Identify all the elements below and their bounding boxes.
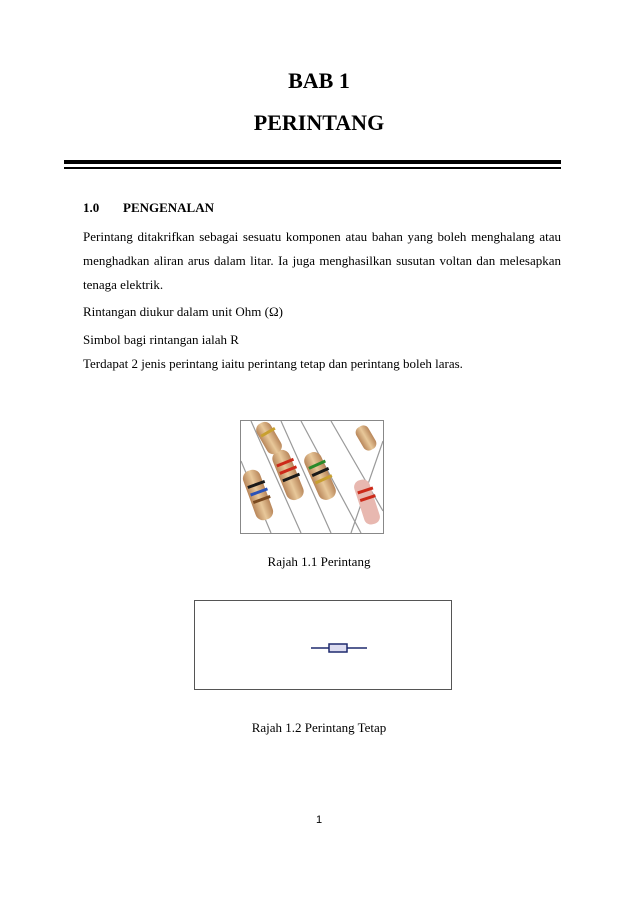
figure-2-caption: Rajah 1.2 Perintang Tetap (251, 720, 387, 735)
types-line: Terdapat 2 jenis perintang iaitu perintang tetap dan perintang boleh laras. (83, 356, 463, 371)
page-number: 1 (315, 814, 323, 826)
symbol-line: Simbol bagi rintangan ialah R (83, 332, 239, 347)
chapter-number: BAB 1 (288, 68, 350, 93)
resistor-symbol-icon (195, 601, 451, 689)
resistor-symbol-frame (194, 600, 452, 690)
chapter-title: PERINTANG (253, 110, 385, 135)
resistor-photo-illustration (241, 421, 383, 533)
section-title: PENGENALAN (123, 200, 215, 215)
resistor-photo (240, 420, 384, 534)
section-number: 1.0 (83, 200, 100, 215)
section-heading (83, 200, 214, 216)
intro-paragraph: Perintang ditakrifkan sebagai sesuatu komponen atau bahan yang boleh menghalang atau menghadkan aliran arus dalam litar. Ia juga menghasilkan susutan voltan dan melesapkan tenaga elektrik. (83, 229, 561, 292)
unit-line: Rintangan diukur dalam unit Ohm (Ω) (83, 304, 283, 319)
title-divider-thick (64, 160, 561, 164)
title-divider-thin (64, 167, 561, 169)
figure-1-caption: Rajah 1.1 Perintang (267, 554, 371, 569)
